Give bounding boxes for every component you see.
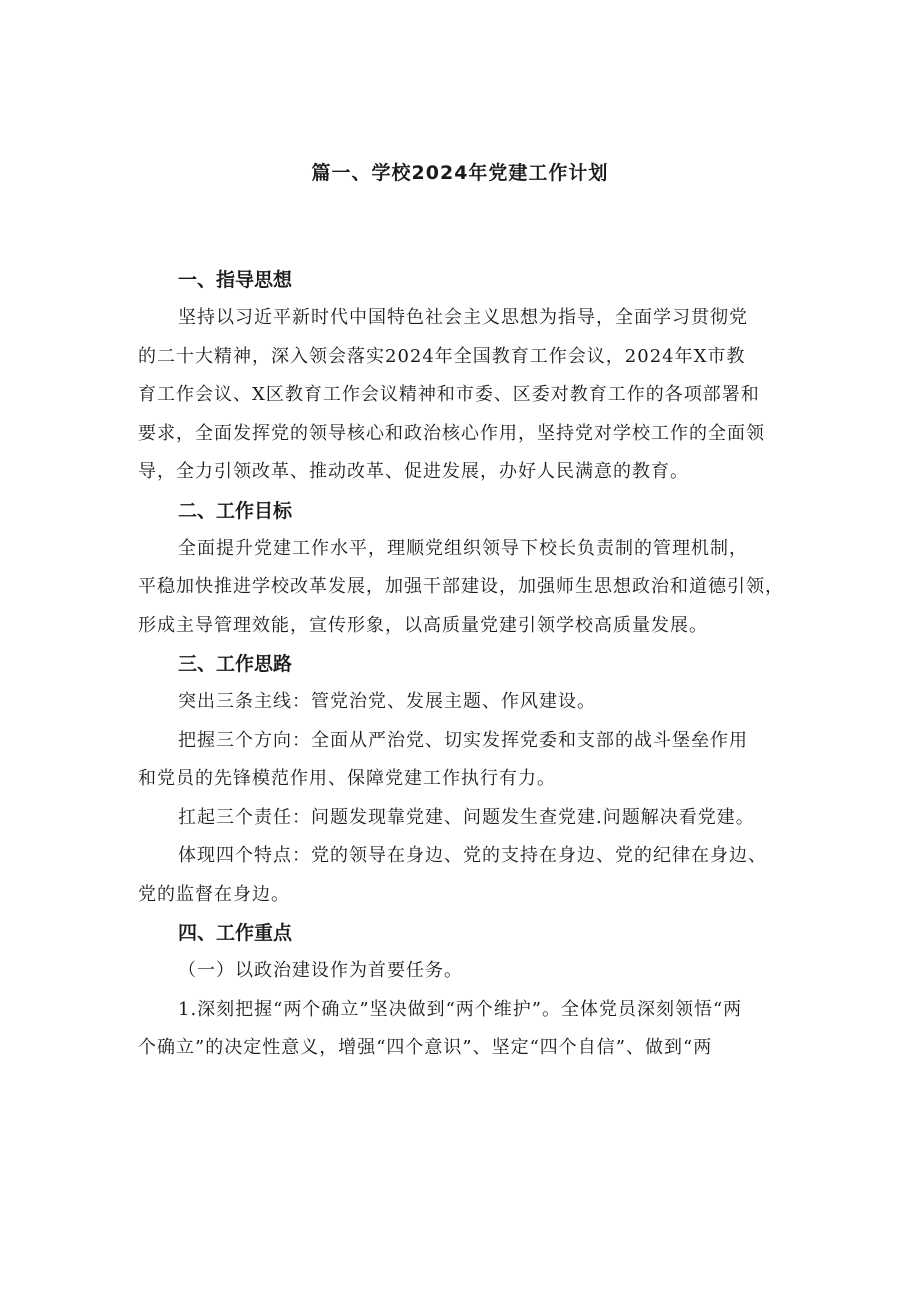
text-line: 个确立”的决定性意义，增强“四个意识”、坚定“四个自信”、做到“两 [138, 1037, 713, 1058]
text-line: 平稳加快推进学校改革发展，加强干部建设，加强师生思想政治和道德引领， [138, 576, 784, 597]
section-heading: 一、指导思想 [178, 269, 293, 291]
text-line: 扛起三个责任：问题发现靠党建、问题发生查党建.问题解决看党建。 [178, 806, 755, 828]
section-heading: 四、工作重点 [178, 922, 293, 944]
section-work-priorities [138, 914, 788, 1068]
paragraph [138, 299, 788, 492]
section-work-goals [138, 492, 788, 646]
text-line: 党的监督在身边。 [138, 883, 290, 905]
paragraph [138, 837, 788, 914]
paragraph [138, 952, 788, 991]
text-line: 形成主导管理效能，宣传形象，以高质量党建引领学校高质量发展。 [138, 614, 708, 636]
section-work-approach [138, 645, 788, 914]
text-line: 全面提升党建工作水平，理顺党组织领导下校长负责制的管理机制， [178, 537, 748, 559]
paragraph [138, 722, 788, 799]
paragraph [138, 530, 788, 646]
document-title: 篇一、学校2024年党建工作计划 [311, 162, 609, 184]
paragraph [138, 683, 788, 722]
text-line: 的二十大精神，深入领会落实2024年全国教育工作会议，2024年X市教 [138, 345, 746, 367]
text-line: 坚持以习近平新时代中国特色社会主义思想为指导，全面学习贯彻党 [178, 307, 748, 328]
section-guiding-ideology [138, 261, 788, 492]
text-line: 和党员的先锋模范作用、保障党建工作执行有力。 [138, 768, 556, 789]
text-line: （一）以政治建设作为首要任务。 [178, 960, 463, 981]
document-body [138, 261, 788, 1068]
text-line: 体现四个特点：党的领导在身边、党的支持在身边、党的纪律在身边、 [178, 845, 767, 866]
text-line: 突出三条主线：管党治党、发展主题、作风建设。 [178, 691, 596, 712]
paragraph [138, 799, 788, 838]
text-line: 要求，全面发挥党的领导核心和政治核心作用，坚持党对学校工作的全面领 [138, 422, 765, 444]
section-heading: 三、工作思路 [178, 653, 293, 675]
paragraph [138, 991, 788, 1068]
text-line: 育工作会议、X区教育工作会议精神和市委、区委对教育工作的各项部署和 [138, 384, 760, 405]
text-line: 导，全力引领改革、推动改革、促进发展，办好人民满意的教育。 [138, 461, 689, 482]
text-line: 1.深刻把握“两个确立”坚决做到“两个维护”。全体党员深刻领悟“两 [178, 998, 743, 1020]
text-line: 把握三个方向：全面从严治党、切实发挥党委和支部的战斗堡垒作用 [178, 729, 748, 751]
section-heading: 二、工作目标 [178, 499, 293, 522]
